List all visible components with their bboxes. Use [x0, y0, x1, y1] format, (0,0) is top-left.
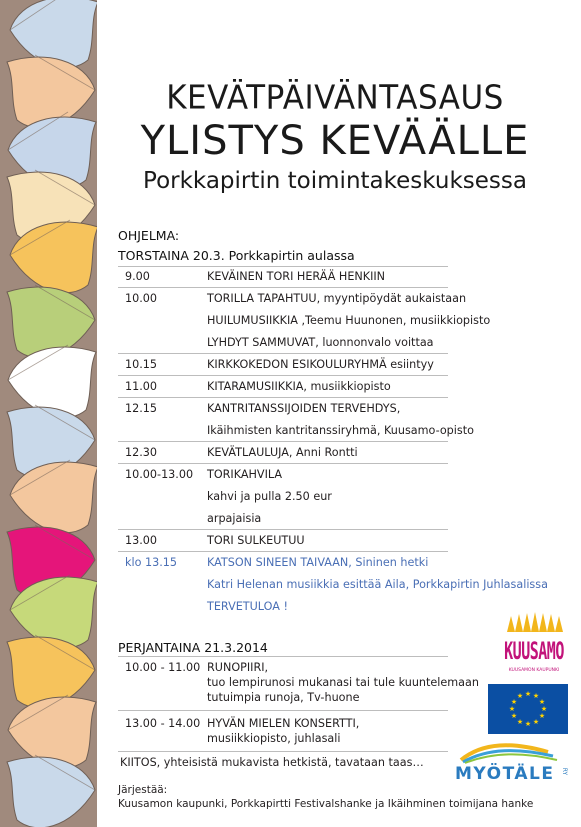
row-text: TORI SULKEUTUU — [207, 534, 305, 547]
row-text: Katri Helenan musiikkia esittää Aila, Porkkapirtin Juhlasalissa — [207, 578, 548, 591]
program-heading: OHJELMA: — [118, 228, 180, 243]
divider — [118, 353, 448, 354]
row-text: tutuimpia runoja, Tv-huone — [207, 691, 360, 704]
svg-text:★: ★ — [524, 690, 532, 698]
row-text: TORILLA TAPAHTUU, myyntipöydät aukaistaan — [207, 292, 467, 305]
row-time: 11.00 — [125, 380, 158, 393]
myotale-logo — [453, 742, 575, 797]
day2-heading: PERJANTAINA 21.3.2014 — [118, 640, 268, 655]
row-text: KITARAMUSIIKKIA, musiikkiopisto — [207, 380, 391, 393]
kuusamo-wordmark: KUUSAMO — [504, 636, 564, 666]
divider — [118, 441, 448, 442]
svg-text:★: ★ — [532, 692, 540, 700]
event-subtitle: YLISTYS KEVÄÄLLE — [140, 118, 530, 164]
myotale-subtitle: RY — [561, 767, 569, 776]
organizer-label: Järjestää: — [118, 784, 168, 796]
wave-icon — [453, 742, 575, 764]
svg-text:★: ★ — [532, 718, 540, 726]
row-time: 12.30 — [125, 446, 158, 459]
svg-text:★: ★ — [510, 712, 518, 720]
svg-text:★: ★ — [538, 712, 546, 720]
row-time: 9.00 — [125, 270, 150, 283]
row-text: KIRKKOKEDON ESIKOULURYHMÄ esiintyy — [207, 358, 434, 371]
row-text: TORIKAHVILA — [207, 468, 283, 481]
svg-text:★: ★ — [508, 705, 516, 713]
row-text: RUNOPIIRI, — [207, 661, 269, 674]
divider — [118, 266, 448, 267]
divider — [118, 710, 448, 711]
event-location: Porkkapirtin toimintakeskuksessa — [143, 168, 527, 194]
row-time: 10.00 - 11.00 — [125, 661, 201, 674]
divider — [118, 463, 448, 464]
divider — [118, 287, 448, 288]
row-text: kahvi ja pulla 2.50 eur — [207, 490, 332, 503]
row-text: musiikkiopisto, juhlasali — [207, 732, 341, 745]
row-text: HUILUMUSIIKKIA ,Teemu Huunonen, musiikkiopisto — [207, 314, 491, 327]
row-text: KEVÄTLAULUJA, Anni Rontti — [207, 446, 358, 459]
event-title: KEVÄTPÄIVÄNTASAUS — [166, 79, 504, 117]
kuusamo-subtitle: KUUSAMON KAUPUNKI — [508, 668, 560, 673]
row-text: LYHDYT SAMMUVAT, luonnonvalo voittaa — [207, 336, 434, 349]
divider — [118, 397, 448, 398]
day1-heading: TORSTAINA 20.3. Porkkapirtin aulassa — [118, 248, 355, 263]
row-text: KEVÄINEN TORI HERÄÄ HENKIIN — [207, 270, 386, 283]
divider — [118, 551, 448, 552]
closing-text: KIITOS, yhteisistä mukavista hetkistä, tavataan taas… — [120, 756, 424, 769]
svg-text:★: ★ — [516, 718, 524, 726]
svg-text:★: ★ — [510, 698, 518, 706]
organizer-text: Kuusamon kaupunki, Porkkapirtti Festivalshanke ja Ikäihminen toimijana hanke — [118, 798, 534, 810]
row-text: Ikäihmisten kantritanssiryhmä, Kuusamo-opisto — [207, 424, 474, 437]
row-text: arpajaisia — [207, 512, 262, 525]
row-text: TERVETULOA ! — [207, 600, 288, 613]
row-time: 13.00 - 14.00 — [125, 717, 201, 730]
eu-stars-icon — [488, 684, 568, 734]
row-time: 10.15 — [125, 358, 158, 371]
decorative-leaf-strip — [0, 0, 97, 827]
divider — [118, 375, 448, 376]
svg-text:★: ★ — [540, 705, 548, 713]
divider — [118, 751, 448, 752]
kuusamo-logo — [497, 610, 571, 673]
divider — [118, 529, 448, 530]
eu-flag — [488, 684, 568, 734]
row-text: HYVÄN MIELEN KONSERTTI, — [207, 717, 360, 730]
row-time: 10.00-13.00 — [125, 468, 194, 481]
myotale-wordmark: MYÖTÄLE — [455, 764, 555, 784]
row-time: 10.00 — [125, 292, 158, 305]
row-time: 12.15 — [125, 402, 158, 415]
crown-icon — [497, 610, 571, 634]
row-time: klo 13.15 — [125, 556, 178, 569]
divider — [118, 656, 448, 657]
svg-text:★: ★ — [538, 698, 546, 706]
row-text: KANTRITANSSIJOIDEN TERVEHDYS, — [207, 402, 401, 415]
svg-text:★: ★ — [516, 692, 524, 700]
row-text: KATSON SINEEN TAIVAAN, Sininen hetki — [207, 556, 429, 569]
row-time: 13.00 — [125, 534, 158, 547]
svg-text:★: ★ — [524, 720, 532, 728]
leaf-pattern-graphic — [0, 0, 97, 827]
row-text: tuo lempirunosi mukanasi tai tule kuuntelemaan — [207, 676, 479, 689]
